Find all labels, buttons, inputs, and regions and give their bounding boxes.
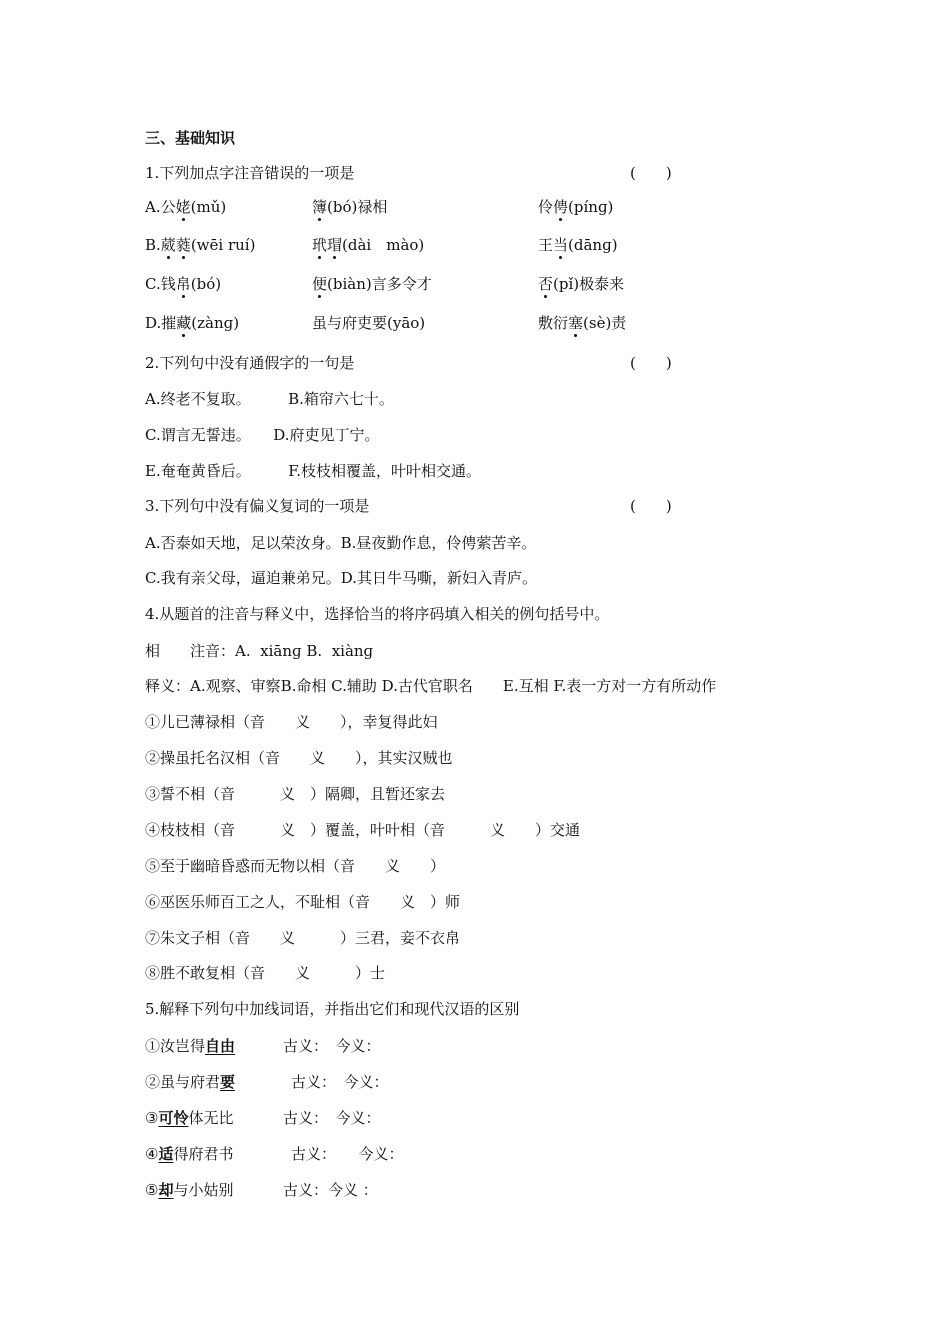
q4-item: ⑤至于幽暗昏惑而无物以相（音 义 ）: [145, 857, 446, 875]
pinyin-annotation: 虽与府吏要(yāo): [312, 314, 426, 332]
dotted-character: 当: [553, 236, 569, 254]
pinyin-annotation: (pínɡ): [568, 198, 614, 216]
q4-pronunciation: 相 注音：A. xiānɡ B. xiànɡ: [145, 642, 374, 660]
q4-item: ⑧胜不敢复相（音 义 ）士: [145, 964, 386, 982]
option-text: 王: [538, 236, 554, 254]
q4-item: ②操虽托名汉相（音 义 ），其实汉贼也: [145, 749, 453, 767]
pinyin-annotation: (zànɡ): [191, 314, 240, 332]
q3-answer-paren: ( ): [630, 497, 672, 515]
option-text: D.摧: [145, 314, 177, 332]
q5-item: [145, 1108, 233, 1128]
sentence-text: 得府君书: [173, 1145, 234, 1163]
option-text: A.公: [145, 198, 176, 216]
q2-option-line: E.奄奄黄昏后。 F.枝枝相覆盖，叶叶相交通。: [145, 462, 482, 480]
q4-item: ⑦朱文子相（音 义 ）三君，妾不衣帛: [145, 929, 461, 947]
pinyin-annotation: (wēi ruí): [190, 236, 256, 254]
sentence-text: ①汝岂得: [145, 1037, 206, 1055]
q1-answer-paren: ( ): [630, 164, 672, 182]
q1-option-cell: [538, 235, 618, 255]
dotted-character: 姥: [175, 198, 191, 216]
underlined-word: 适: [158, 1145, 174, 1163]
pinyin-annotation: (pǐ)极泰来: [553, 275, 625, 293]
q3-option-line: C.我有亲父母，逼迫兼弟兄。D.其日牛马嘶，新妇入青庐。: [145, 569, 537, 587]
sentence-text: 体无比: [188, 1109, 234, 1127]
q1-option-cell: [538, 313, 626, 333]
q1-option-cell: [312, 274, 432, 294]
q1-option-cell: [145, 274, 221, 294]
q1-option-cell: [145, 235, 255, 255]
dotted-character: 帛: [175, 275, 191, 293]
underlined-word: 可怜: [158, 1109, 189, 1127]
pinyin-annotation: (dài mào): [342, 236, 425, 254]
q1-option-cell: [312, 197, 387, 217]
dotted-character: 簿: [312, 198, 328, 216]
q5-item: [145, 1072, 235, 1092]
q1-option-cell: [312, 313, 425, 333]
q2-option-line: C.谓言无誓违。 D.府吏见丁宁。: [145, 426, 380, 444]
q4-item: ④枝枝相（音 义 ）覆盖，叶叶相（音 义 ）交通: [145, 821, 581, 839]
dotted-character: 玳: [312, 236, 328, 254]
dotted-character: 葳: [160, 236, 176, 254]
dotted-character: 瑁: [327, 236, 343, 254]
q5-stem: 5.解释下列句中加线词语，并指出它们和现代汉语的区别: [145, 1000, 520, 1018]
q2-answer-paren: ( ): [630, 354, 672, 372]
underlined-word: 自由: [205, 1037, 236, 1055]
section-title: 三、基础知识: [145, 129, 236, 147]
q4-meanings: 释义：A.观察、审察B.命相 C.辅助 D.古代官职名 E.互相 F.表一方对一方有所动作: [145, 677, 717, 695]
meaning-prompt: 古义： 今义：: [291, 1073, 389, 1091]
option-text: C.钱: [145, 275, 176, 293]
meaning-prompt: 古义： 今义：: [283, 1109, 381, 1127]
q1-option-cell: [538, 197, 613, 217]
q2-stem: 2.下列句中没有通假字的一句是: [145, 354, 355, 372]
q1-option-cell: [312, 235, 424, 255]
sentence-text: ②虽与府君: [145, 1073, 221, 1091]
sentence-text: ④: [145, 1145, 159, 1163]
q3-option-line: A.否泰如天地，足以荣汝身。B.昼夜勤作息，伶俜萦苦辛。: [145, 534, 537, 552]
dotted-character: 藏: [176, 314, 192, 332]
dotted-character: 蕤: [175, 236, 191, 254]
q3-stem: 3.下列句中没有偏义复词的一项是: [145, 497, 370, 515]
dotted-character: 塞: [568, 314, 584, 332]
pinyin-annotation: (bó)禄相: [327, 198, 388, 216]
option-text: 敷衍: [538, 314, 569, 332]
q1-option-cell: [538, 274, 624, 294]
q1-stem: 1.下列加点字注音错误的一项是: [145, 164, 355, 182]
sentence-text: 与小姑别: [173, 1181, 234, 1199]
q4-item: ⑥巫医乐师百工之人，不耻相（音 义 ）师: [145, 893, 461, 911]
option-text: 伶: [538, 198, 554, 216]
underlined-word: 却: [158, 1181, 174, 1199]
q5-item: [145, 1036, 235, 1056]
q2-option-line: A.终老不复取。 B.箱帘六七十。: [145, 390, 394, 408]
meaning-prompt: 古义：今义 ：: [283, 1181, 378, 1199]
sentence-text: ③: [145, 1109, 159, 1127]
meaning-prompt: 古义： 今义：: [291, 1145, 404, 1163]
pinyin-annotation: (mǔ): [190, 198, 227, 216]
q5-item: [145, 1144, 233, 1164]
q4-item: ③誓不相（音 义 ）隔卿，且暂还家去: [145, 785, 446, 803]
pinyin-annotation: (dānɡ): [568, 236, 618, 254]
pinyin-annotation: (biàn)言多令才: [327, 275, 432, 293]
q4-stem: 4.从题首的注音与释义中，选择恰当的将序码填入相关的例句括号中。: [145, 605, 610, 623]
dotted-character: 俜: [553, 198, 569, 216]
q5-item: [145, 1180, 233, 1200]
dotted-character: 便: [312, 275, 328, 293]
option-text: B.: [145, 236, 161, 254]
meaning-prompt: 古义： 今义：: [283, 1037, 381, 1055]
sentence-text: ⑤: [145, 1181, 159, 1199]
q1-option-cell: [145, 313, 239, 333]
pinyin-annotation: (sè)责: [583, 314, 627, 332]
dotted-character: 否: [538, 275, 554, 293]
q1-option-cell: [145, 197, 226, 217]
pinyin-annotation: (bó): [190, 275, 222, 293]
underlined-word: 要: [220, 1073, 236, 1091]
q4-item: ①儿已薄禄相（音 义 ），幸复得此妇: [145, 713, 438, 731]
